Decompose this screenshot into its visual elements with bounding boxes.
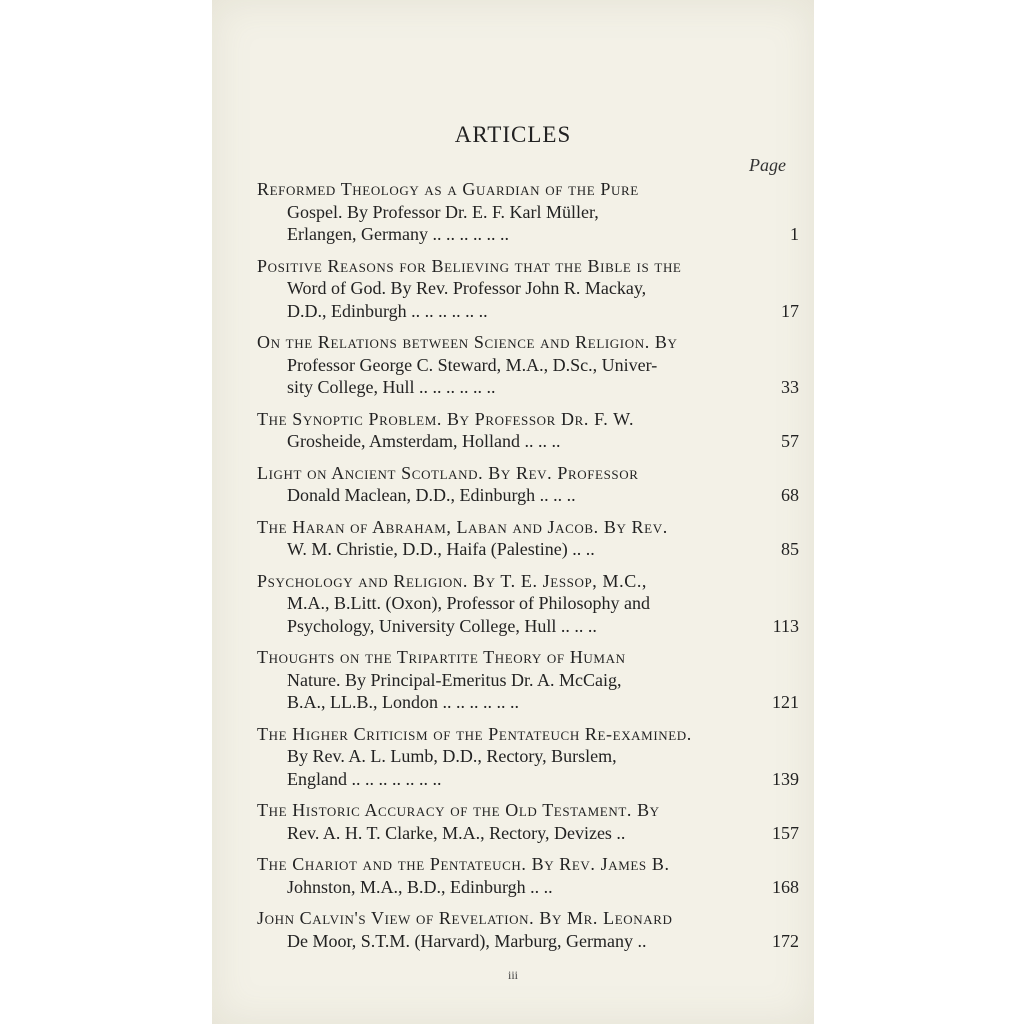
entry-continuation-line: De Moor, S.T.M. (Harvard), Marburg, Germany ..: [287, 930, 647, 951]
entry-page-number: 17: [781, 300, 799, 321]
entry-continuation-line: sity College, Hull .. .. .. .. .. ..: [287, 377, 496, 397]
entry-page-number: 121: [772, 692, 799, 712]
contents-entry: [257, 408, 799, 453]
contents-list: [257, 178, 799, 961]
entry-continuation-line: Psychology, University College, Hull .. .. ..: [287, 615, 597, 636]
entry-continuation-line: Johnston, M.A., B.D., Edinburgh .. ..: [287, 876, 553, 897]
entry-text: [257, 853, 727, 898]
entry-first-line: John Calvin's View of Revelation. By Mr. Leonard: [257, 908, 673, 928]
contents-entry: [257, 516, 799, 561]
entry-first-line: The Haran of Abraham, Laban and Jacob. By Rev.: [257, 516, 668, 537]
entry-continuation-line: Erlangen, Germany .. .. .. .. .. ..: [287, 224, 509, 244]
entry-text: [257, 331, 727, 399]
contents-entry: [257, 331, 799, 399]
entry-page-number: 157: [772, 822, 799, 843]
entry-text: [257, 723, 727, 791]
entry-first-line: Light on Ancient Scotland. By Rev. Professor: [257, 462, 639, 483]
contents-entry: [257, 646, 799, 714]
entry-first-line: The Higher Criticism of the Pentateuch Re-examined.: [257, 723, 692, 744]
entry-continuation-line: Grosheide, Amsterdam, Holland .. .. ..: [287, 431, 561, 451]
contents-entry: [257, 853, 799, 898]
entry-continuation-line: Gospel. By Professor Dr. E. F. Karl Müller,: [287, 201, 599, 222]
entry-first-line: Thoughts on the Tripartite Theory of Human: [257, 647, 626, 667]
entry-continuation-line: England .. .. .. .. .. .. ..: [287, 768, 442, 789]
entry-first-line: On the Relations between Science and Religion. By: [257, 332, 678, 352]
entry-continuation-line: B.A., LL.B., London .. .. .. .. .. ..: [287, 692, 519, 712]
entry-text: [257, 570, 727, 638]
entry-continuation-line: Professor George C. Steward, M.A., D.Sc., Univer-: [287, 354, 658, 375]
entry-first-line: The Synoptic Problem. By Professor Dr. F. W.: [257, 408, 635, 429]
contents-entry: [257, 723, 799, 791]
entry-page-number: 68: [781, 485, 799, 505]
contents-heading: ARTICLES: [454, 122, 572, 147]
entry-page-number: 85: [781, 539, 799, 559]
entry-page-number: 57: [781, 431, 799, 451]
entry-page-number: 33: [781, 377, 799, 397]
contents-entry: [257, 799, 799, 844]
entry-continuation-line: Nature. By Principal-Emeritus Dr. A. McCaig,: [287, 669, 622, 690]
contents-entry: [257, 570, 799, 638]
contents-entry: [257, 255, 799, 323]
entry-text: [257, 178, 727, 246]
entry-text: [257, 799, 727, 844]
entry-text: [257, 516, 727, 561]
entry-continuation-line: M.A., B.Litt. (Oxon), Professor of Philosophy and: [287, 593, 650, 613]
entry-page-number: 113: [772, 615, 799, 636]
entry-text: [257, 907, 727, 952]
entry-first-line: Psychology and Religion. By T. E. Jessop, M.C.,: [257, 570, 648, 591]
entry-text: [257, 646, 727, 714]
contents-entry: [257, 907, 799, 952]
entry-continuation-line: Rev. A. H. T. Clarke, M.A., Rectory, Devizes ..: [287, 822, 626, 843]
entry-page-number: 168: [772, 876, 799, 897]
entry-text: [257, 462, 727, 507]
entry-first-line: The Historic Accuracy of the Old Testament. By: [257, 800, 660, 820]
entry-continuation-line: Donald Maclean, D.D., Edinburgh .. .. ..: [287, 485, 576, 505]
entry-page-number: 172: [772, 930, 799, 951]
entry-text: [257, 408, 727, 453]
document-page: [212, 0, 814, 1024]
page-column-label: Page: [749, 155, 786, 175]
entry-continuation-line: By Rev. A. L. Lumb, D.D., Rectory, Burslem,: [287, 746, 617, 766]
entry-text: [257, 255, 727, 323]
entry-page-number: 1: [790, 224, 799, 244]
entry-page-number: 139: [772, 768, 799, 789]
entry-continuation-line: Word of God. By Rev. Professor John R. Mackay,: [287, 278, 647, 298]
entry-first-line: The Chariot and the Pentateuch. By Rev. James B.: [257, 854, 670, 874]
entry-continuation-line: D.D., Edinburgh .. .. .. .. .. ..: [287, 300, 488, 321]
entry-first-line: Positive Reasons for Believing that the Bible is the: [257, 255, 682, 276]
contents-entry: [257, 462, 799, 507]
contents-entry: [257, 178, 799, 246]
folio-number: iii: [507, 968, 518, 982]
entry-continuation-line: W. M. Christie, D.D., Haifa (Palestine) .. ..: [287, 539, 595, 559]
entry-first-line: Reformed Theology as a Guardian of the Pure: [257, 179, 639, 199]
